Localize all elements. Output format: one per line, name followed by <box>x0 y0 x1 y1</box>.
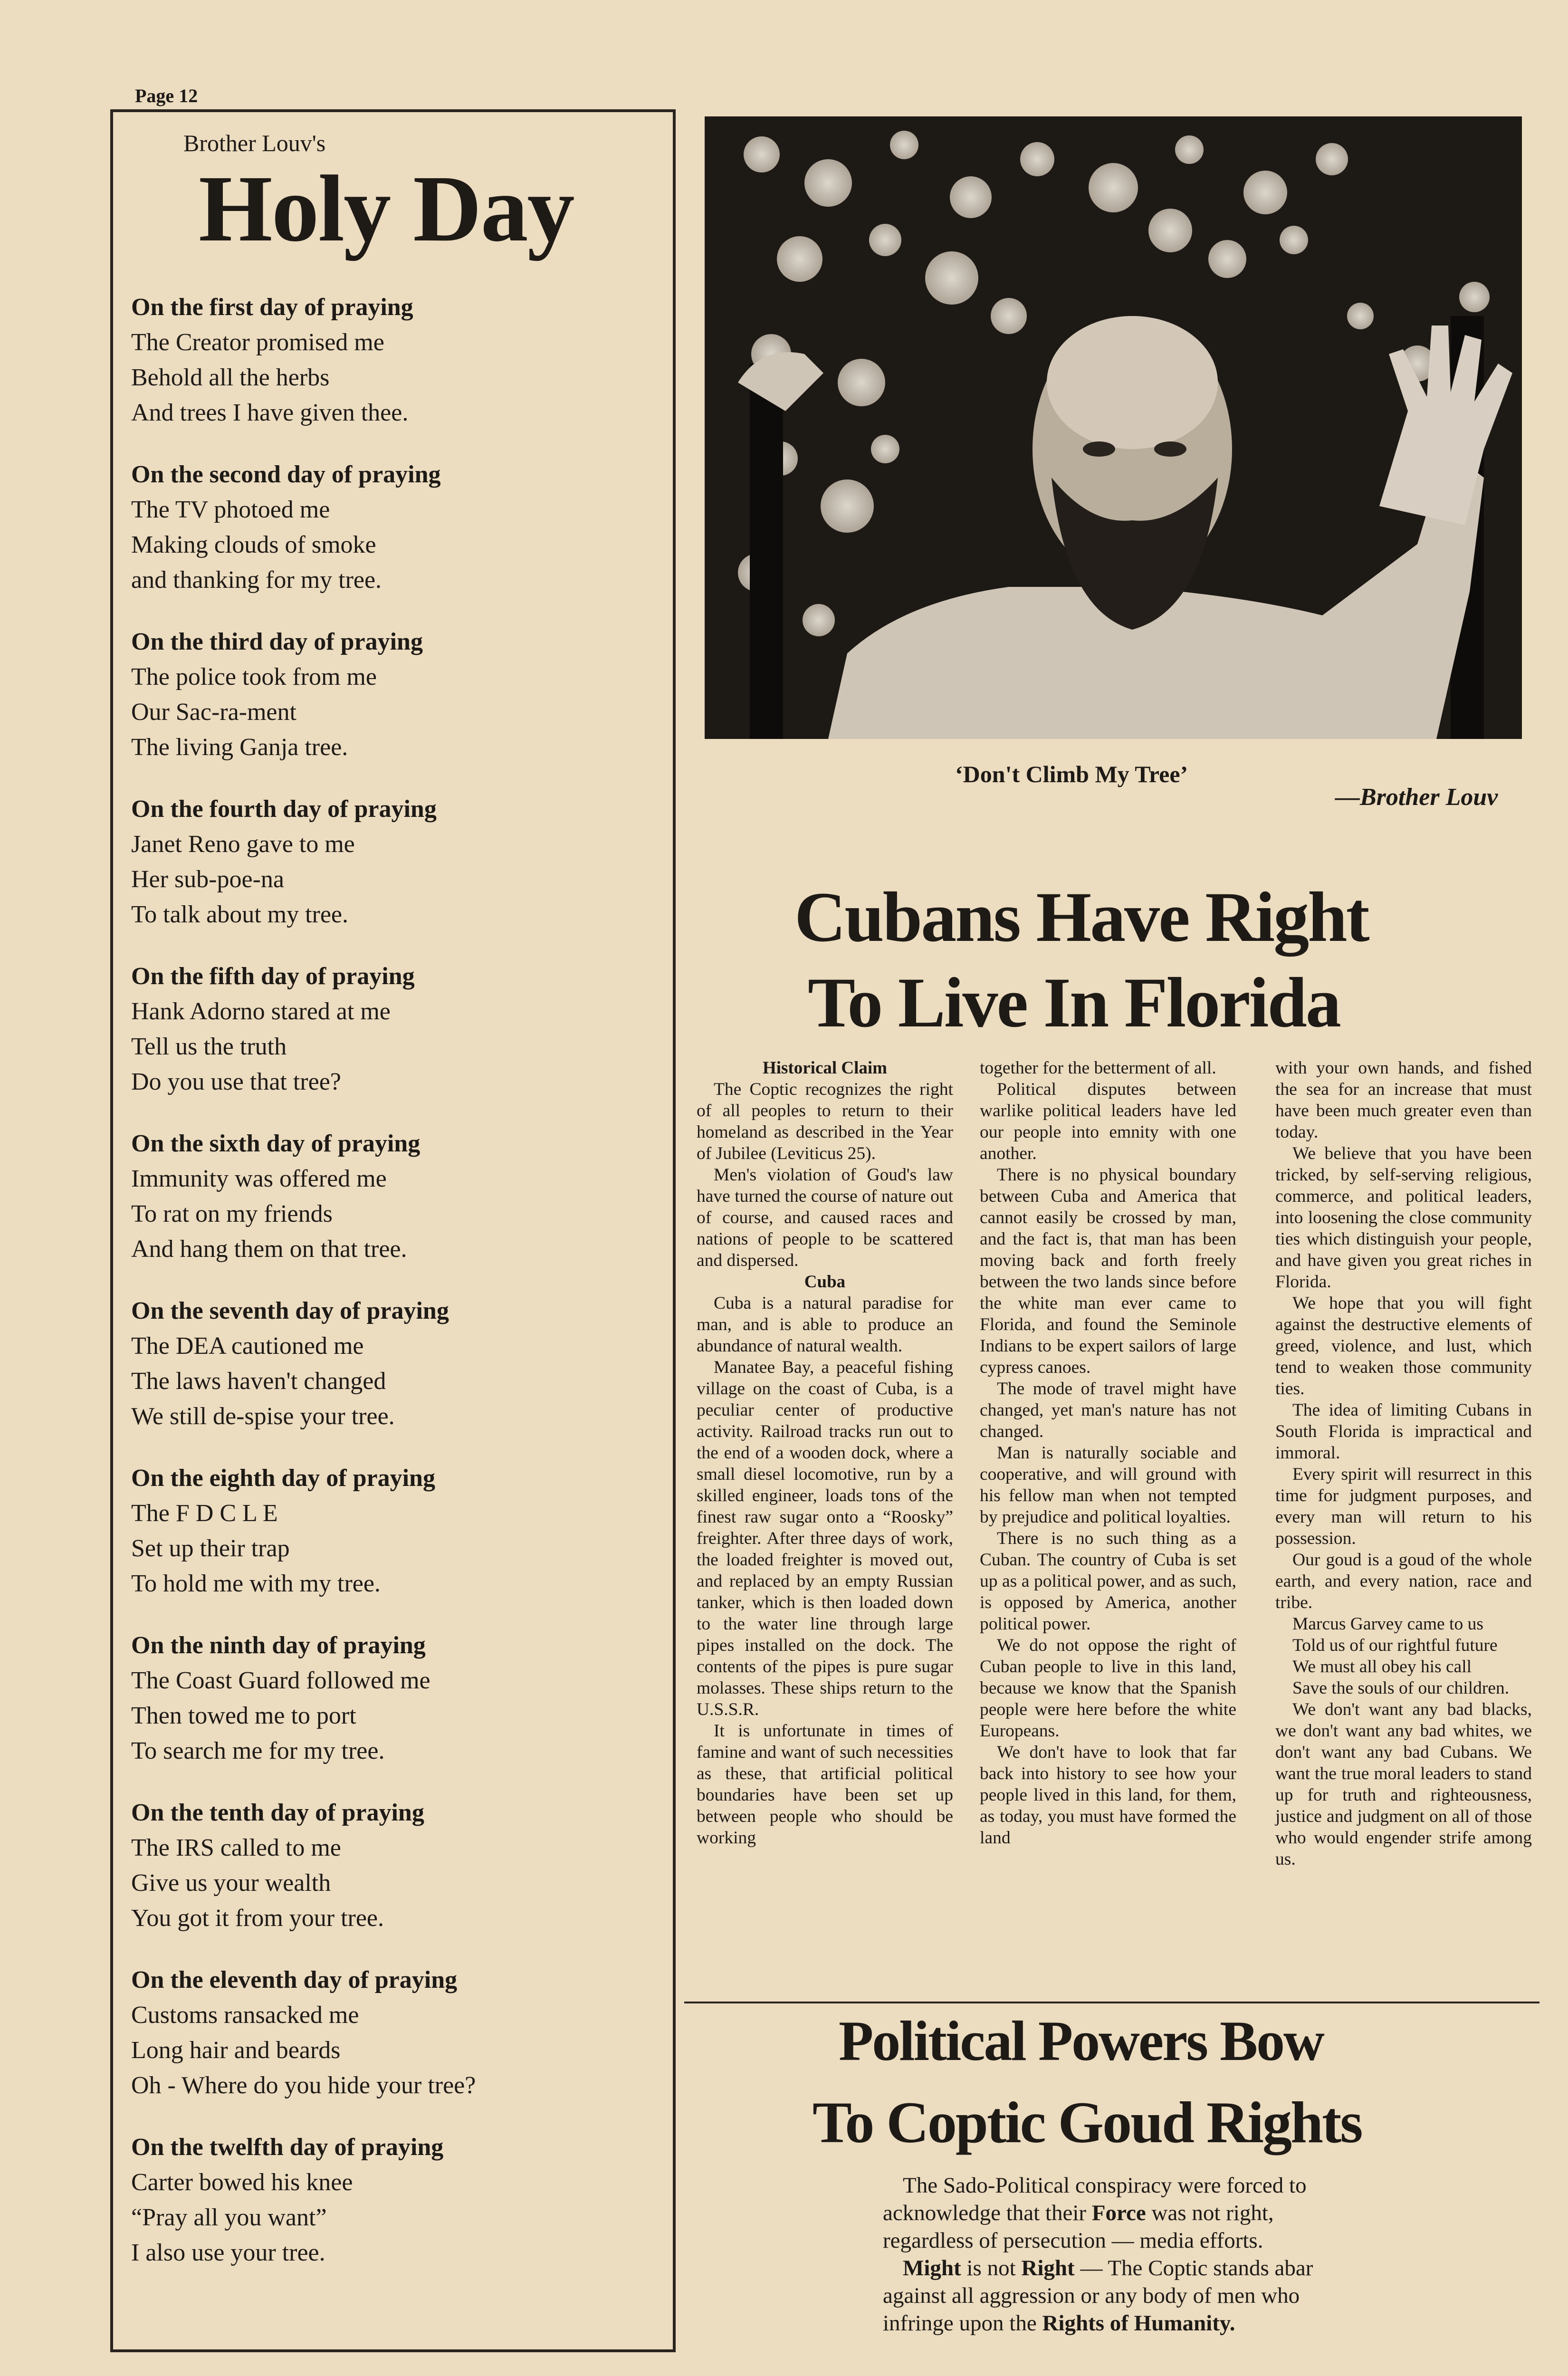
article-paragraph: The Coptic recognizes the right of all peoples to return to their homeland as described in the Year of Jubilee (Leviticus 25). <box>697 1080 953 1163</box>
poem-stanza <box>131 1461 654 1601</box>
poem-stanza <box>131 457 654 598</box>
stanza-line: Our Sac-ra-ment <box>131 699 296 726</box>
stanza-line: The TV photoed me <box>131 496 330 523</box>
article-subhead: Historical Claim <box>762 1058 888 1078</box>
stanza-heading: On the twelfth day of praying <box>131 2134 444 2161</box>
text-run: is not <box>961 2256 1022 2280</box>
article1-headline-line1: Cubans Have Right <box>794 878 1368 957</box>
poem-stanza <box>131 624 654 765</box>
photo-image <box>705 116 1522 739</box>
photo-credit: —Brother Louv <box>1335 784 1498 811</box>
poem-stanza <box>131 2130 654 2271</box>
stanza-line: Hank Adorno stared at me <box>131 998 391 1025</box>
stanza-line: I also use your tree. <box>131 2239 325 2266</box>
poem-title: Holy Day <box>199 156 574 261</box>
article2-body <box>883 2172 1344 2337</box>
stanza-heading: On the third day of praying <box>131 628 423 655</box>
stanza-line: We still de-spise your tree. <box>131 1403 395 1430</box>
stanza-line: Then towed me to port <box>131 1702 356 1729</box>
photo-caption: ‘Don't Climb My Tree’ <box>955 761 1188 787</box>
stanza-line: The police took from me <box>131 663 377 690</box>
photo-brother-louv <box>705 116 1522 739</box>
stanza-line: To hold me with my tree. <box>131 1570 381 1597</box>
stanza-line: Tell us the truth <box>131 1033 287 1060</box>
stanza-line: The IRS called to me <box>131 1834 341 1861</box>
article-paragraph: We hope that you will fight against the destructive elements of greed, violence, and lust, which tend to weaken those community ties. <box>1275 1293 1532 1399</box>
stanza-heading: On the eighth day of praying <box>131 1465 435 1492</box>
stanza-line: The living Ganja tree. <box>131 734 348 761</box>
stanza-heading: On the fourth day of praying <box>131 795 437 823</box>
stanza-line: To talk about my tree. <box>131 901 349 928</box>
article-paragraph: Cuba is a natural paradise for man, and is able to produce an abundance of natural wealth. <box>697 1293 953 1356</box>
article-paragraph: The mode of travel might have changed, yet man's nature has not changed. <box>980 1379 1236 1441</box>
article1-column-1 <box>697 1057 953 1849</box>
stanza-heading: On the second day of praying <box>131 461 441 488</box>
article1-body <box>695 1057 1536 1998</box>
article-paragraph: We must all obey his call <box>1292 1657 1472 1677</box>
stanza-line: Behold all the herbs <box>131 364 330 391</box>
article1-column-3 <box>1275 1057 1532 1870</box>
article-paragraph: We don't want any bad blacks, we don't want any bad whites, we don't want any bad Cubans. We want the true moral leaders to stand up for truth and righteousness, justice and judgment on all of those who would engender strife among us. <box>1275 1700 1532 1869</box>
article-paragraph: Our goud is a goud of the whole earth, and every nation, race and tribe. <box>1275 1550 1532 1612</box>
text-run: The Sado-Political conspiracy were forced to acknowledge that their <box>883 2173 1307 2225</box>
text-run: was not right, regardless of persecution — media efforts. <box>883 2201 1274 2253</box>
article2-paragraph-1 <box>883 2172 1344 2254</box>
poem-stanza <box>131 792 654 932</box>
poem-byline: Brother Louv's <box>183 130 326 156</box>
stanza-line: Janet Reno gave to me <box>131 831 355 858</box>
stanza-heading: On the tenth day of praying <box>131 1799 424 1826</box>
stanza-line: The DEA cautioned me <box>131 1332 364 1360</box>
emphasis-might: Might <box>903 2256 961 2280</box>
article-paragraph: with your own hands, and fished the sea for an increase that must have been much greater even than today. <box>1275 1058 1532 1142</box>
article-paragraph: It is unfortunate in times of famine and want of such necessities as these, that artificial political boundaries have been set up between people who should be working <box>697 1721 953 1848</box>
poem-stanza <box>131 1795 654 1936</box>
article1-headline-line2: To Live In Florida <box>808 963 1340 1042</box>
poem-stanza <box>131 290 654 431</box>
stanza-line: The Creator promised me <box>131 329 384 356</box>
article-paragraph: Manatee Bay, a peaceful fishing village on the coast of Cuba, is a peculiar center of productive activity. Railroad tracks run out to the end of a wooden dock, where a small diesel locomotive, run by a skilled engineer, loads tons of the finest raw sugar onto a “Roosky” freighter. After three days of work, the loaded freighter is moved out, and replaced by an empty Russian tanker, which is then loaded down to the water line through large pipes installed on the dock. The contents of the pipes is pure sugar molasses. These ships return to the U.S.S.R. <box>697 1358 953 1719</box>
stanza-heading: On the sixth day of praying <box>131 1130 421 1157</box>
poem-stanza <box>131 1963 654 2103</box>
stanza-line: And trees I have given thee. <box>131 399 409 426</box>
stanza-line: Her sub-poe-na <box>131 866 284 893</box>
stanza-line: Making clouds of smoke <box>131 531 376 558</box>
stanza-line: To search me for my tree. <box>131 1737 385 1764</box>
article2-headline-line2: To Coptic Goud Rights <box>813 2090 1362 2155</box>
stanza-line: and thanking for my tree. <box>131 566 382 594</box>
poem-stanzas <box>131 290 654 2271</box>
stanza-line: Oh - Where do you hide your tree? <box>131 2072 476 2099</box>
article2-headline-line1: Political Powers Bow <box>839 2009 1323 2072</box>
emphasis-rights-of-humanity: Rights of Humanity. <box>1042 2311 1235 2336</box>
article-paragraph: We do not oppose the right of Cuban people to live in this land, because we know that the Spanish people were here before the white Europeans. <box>980 1636 1236 1741</box>
article-paragraph: There is no physical boundary between Cuba and America that cannot easily be crossed by man, and the fact is, that man has been moving back and forth freely between the two lands since before the white man ever came to Florida, and found the Seminole Indians to be expert sailors of large cypress canoes. <box>980 1165 1236 1377</box>
article-paragraph: The idea of limiting Cubans in South Florida is impractical and immoral. <box>1275 1400 1532 1463</box>
article-paragraph: together for the betterment of all. <box>980 1058 1216 1078</box>
stanza-line: Immunity was offered me <box>131 1165 387 1192</box>
article1-column-2 <box>980 1057 1236 1849</box>
stanza-line: “Pray all you want” <box>131 2204 327 2231</box>
stanza-line: You got it from your tree. <box>131 1905 384 1932</box>
article-paragraph: We don't have to look that far back into history to see how your people lived in this land, for them, as today, you must have formed the land <box>980 1743 1236 1848</box>
poem-stanza <box>131 1293 654 1434</box>
poem-stanza <box>131 1628 654 1769</box>
section-divider <box>684 2002 1539 2003</box>
emphasis-force: Force <box>1091 2201 1146 2225</box>
stanza-heading: On the first day of praying <box>131 294 413 321</box>
stanza-heading: On the seventh day of praying <box>131 1297 449 1324</box>
article-paragraph: Save the souls of our children. <box>1292 1678 1510 1698</box>
stanza-line: The Coast Guard followed me <box>131 1667 430 1694</box>
article2-paragraph-2 <box>883 2254 1344 2337</box>
poem-stanza <box>131 959 654 1100</box>
poem-stanza <box>131 1126 654 1267</box>
stanza-line: Long hair and beards <box>131 2037 341 2064</box>
article-subhead: Cuba <box>804 1272 846 1292</box>
article-paragraph: Man is naturally sociable and cooperative, and will ground with his fellow man when not tempted by prejudice and political loyalties. <box>980 1443 1236 1527</box>
stanza-heading: On the fifth day of praying <box>131 963 415 990</box>
emphasis-right: Right <box>1021 2256 1075 2280</box>
stanza-line: Customs ransacked me <box>131 2002 359 2029</box>
article-paragraph: Marcus Garvey came to us <box>1292 1614 1483 1634</box>
stanza-line: Set up their trap <box>131 1535 290 1562</box>
article-paragraph: Political disputes between warlike political leaders have led our people into emnity with one another. <box>980 1080 1236 1163</box>
article-paragraph: Told us of our rightful future <box>1292 1636 1498 1655</box>
stanza-line: To rat on my friends <box>131 1200 333 1227</box>
text-run: — The Coptic stands abar against all aggression or any body of men who infringe upon the <box>883 2256 1313 2336</box>
article-paragraph: We believe that you have been tricked, by self-serving religious, commerce, and political leaders, into loosening the close community ties which distinguish your people, and have given you great riches in Florida. <box>1275 1144 1532 1292</box>
stanza-line: The F D C L E <box>131 1500 278 1527</box>
stanza-heading: On the eleventh day of praying <box>131 1966 458 1993</box>
stanza-line: Give us your wealth <box>131 1869 331 1897</box>
stanza-line: Do you use that tree? <box>131 1068 341 1095</box>
stanza-line: The laws haven't changed <box>131 1368 386 1395</box>
stanza-line: And hang them on that tree. <box>131 1236 407 1263</box>
stanza-line: Carter bowed his knee <box>131 2169 353 2196</box>
page-number: Page 12 <box>135 85 198 106</box>
poem-box <box>110 109 676 2352</box>
article-paragraph: There is no such thing as a Cuban. The country of Cuba is set up as a political power, and as such, is opposed by America, another political power. <box>980 1529 1236 1634</box>
stanza-heading: On the ninth day of praying <box>131 1632 426 1659</box>
article-paragraph: Every spirit will resurrect in this time for judgment purposes, and every man will return to his possession. <box>1275 1465 1532 1548</box>
article-paragraph: Men's violation of Goud's law have turned the course of nature out of course, and caused races and nations of people to be scattered and dispersed. <box>697 1165 953 1270</box>
